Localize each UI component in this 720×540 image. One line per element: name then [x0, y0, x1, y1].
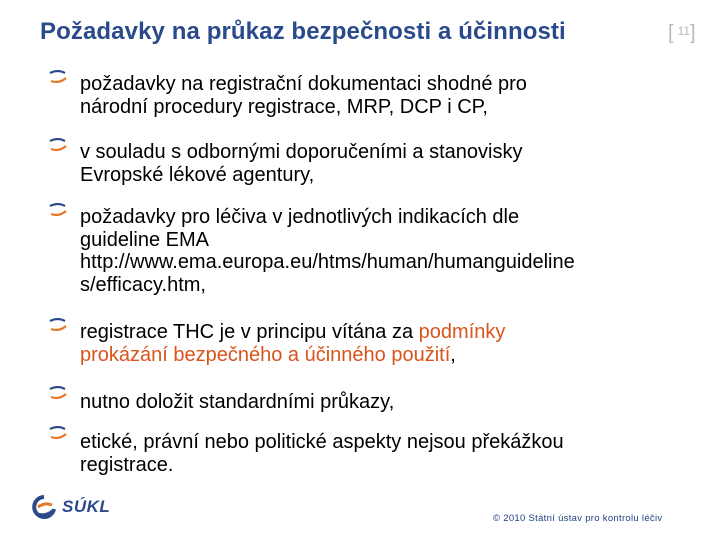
- swoosh-bullet-icon: [48, 318, 68, 332]
- bullet-item: [80, 73, 700, 118]
- swoosh-bullet-icon: [48, 70, 68, 84]
- logo-text: SÚKL: [62, 497, 111, 516]
- bullet-item: [80, 431, 700, 476]
- swoosh-bullet-icon: [48, 386, 68, 400]
- bullet-line: národní procedury registrace, MRP, DCP i CP,: [80, 95, 488, 118]
- bullet-line: nutno doložit standardními průkazy,: [80, 391, 395, 413]
- bullet-line: registrace THC je v principu vítána za podmínky: [80, 321, 506, 343]
- bullet-line: guideline EMA: [80, 228, 209, 251]
- bullet-line: registrace.: [80, 453, 174, 476]
- bullet-link-line: http://www.ema.europa.eu/htms/human/humanguideline: [80, 251, 575, 273]
- bullet-line: prokázání bezpečného a účinného použití,: [80, 343, 456, 366]
- bullet-item: [80, 321, 700, 366]
- highlight-text: podmínky: [418, 321, 506, 343]
- swoosh-bullet-icon: [48, 138, 68, 152]
- bullet-item: [80, 206, 700, 296]
- bullet-line: požadavky na registrační dokumentaci shodné pro: [80, 73, 527, 95]
- bullet-item: [80, 141, 700, 186]
- page-number: [$^{11}$]: [668, 22, 700, 44]
- bullet-item: [80, 391, 700, 414]
- bullet-line: etické, právní nebo politické aspekty nejsou překážkou: [80, 431, 564, 453]
- bullet-line: v souladu s odbornými doporučeními a stanovisky: [80, 141, 523, 163]
- highlight-text: prokázání bezpečného a účinného použití: [80, 343, 451, 366]
- footer-copyright: © 2010 Státní ústav pro kontrolu léčiv: [493, 513, 663, 524]
- bullet-line: Evropské lékové agentury,: [80, 163, 315, 186]
- swoosh-bullet-icon: [48, 203, 68, 217]
- swoosh-bullet-icon: [48, 426, 68, 440]
- bullet-line: požadavky pro léčiva v jednotlivých indikacích dle: [80, 206, 520, 228]
- slide-title: Požadavky na průkaz bezpečnosti a účinnosti: [40, 18, 566, 45]
- bullet-link-line: s/efficacy.htm,: [80, 273, 206, 296]
